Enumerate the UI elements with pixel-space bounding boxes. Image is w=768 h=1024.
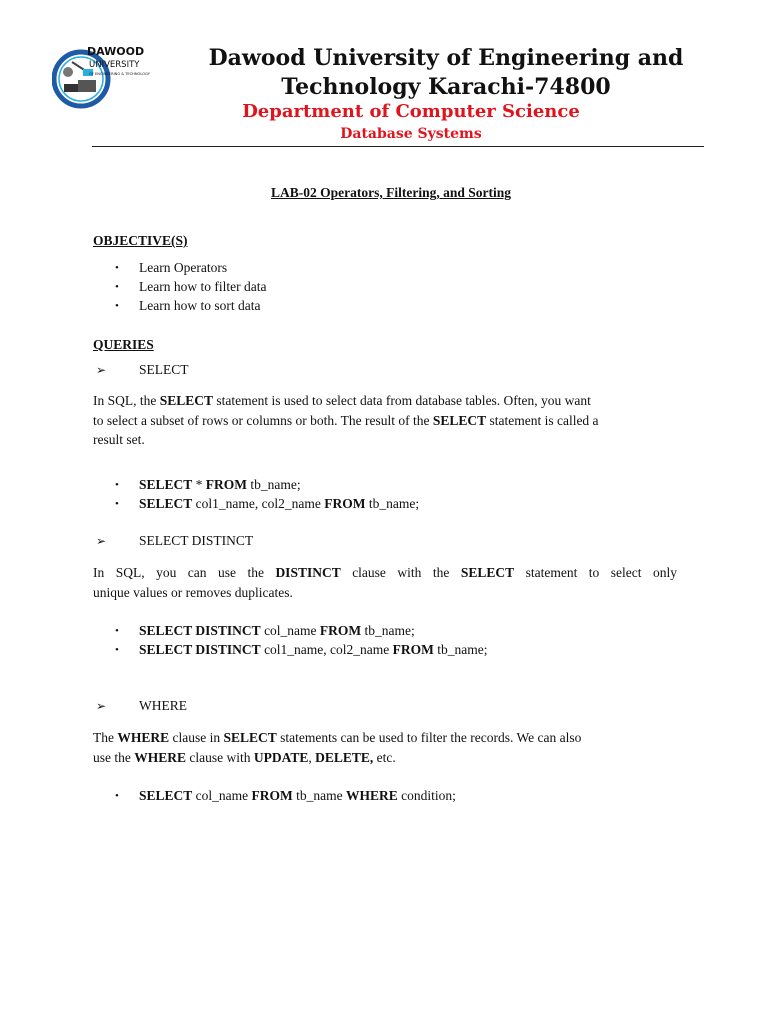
where-description xyxy=(93,728,677,767)
logo-text-dawood: DAWOOD xyxy=(87,45,145,58)
objective-text: Learn how to filter data xyxy=(139,279,267,294)
section-label: SELECT DISTINCT xyxy=(139,533,254,548)
logo-emblem-icon xyxy=(52,42,168,120)
bullet-icon: • xyxy=(115,790,119,802)
text-line: to select a subset of rows or columns or both. The result of the SELECT statement is called a xyxy=(93,412,599,428)
queries-heading: QUERIES xyxy=(93,337,154,352)
select-example: • SELECT * FROM tb_name; xyxy=(115,475,301,495)
header-divider xyxy=(92,146,704,147)
bullet-icon: • xyxy=(115,498,119,510)
where-example: • SELECT col_name FROM tb_name WHERE condition; xyxy=(115,786,456,806)
distinct-description xyxy=(93,563,677,602)
text-line: unique values or removes duplicates. xyxy=(93,584,293,600)
objective-text: Learn Operators xyxy=(139,260,228,275)
logo-text-university: UNIVERSITY xyxy=(89,60,140,70)
objective-item xyxy=(115,277,266,297)
section-label: SELECT xyxy=(139,362,189,377)
select-description xyxy=(93,391,677,450)
text-line: use the WHERE clause with UPDATE, DELETE, etc. xyxy=(93,749,396,765)
university-logo xyxy=(52,42,168,120)
bullet-icon: • xyxy=(115,479,119,491)
text-line: result set. xyxy=(93,432,145,447)
course-name: Database Systems xyxy=(340,126,482,142)
section-label: WHERE xyxy=(139,698,187,713)
section-where xyxy=(96,698,187,714)
distinct-example: • SELECT DISTINCT col_name FROM tb_name; xyxy=(115,621,415,641)
objective-item xyxy=(115,258,227,278)
distinct-example: • SELECT DISTINCT col1_name, col2_name FROM tb_name; xyxy=(115,640,488,660)
university-name-line1: Dawood University of Engineering and xyxy=(208,45,684,71)
logo-text-subtitle: OF ENGINEERING & TECHNOLOGY xyxy=(89,72,150,76)
bullet-icon: • xyxy=(115,625,119,637)
arrow-bullet-icon: ➢ xyxy=(96,363,107,377)
bullet-icon: • xyxy=(115,262,119,274)
objective-text: Learn how to sort data xyxy=(139,298,261,313)
lab-title: LAB-02 Operators, Filtering, and Sorting xyxy=(271,185,511,200)
objectives-heading: OBJECTIVE(S) xyxy=(93,233,188,248)
text-line: The WHERE clause in SELECT statements can be used to filter the records. We can also xyxy=(93,730,582,745)
bullet-icon: • xyxy=(115,644,119,656)
select-example: • SELECT col1_name, col2_name FROM tb_name; xyxy=(115,494,419,514)
department-name: Department of Computer Science xyxy=(242,101,580,122)
section-select xyxy=(96,362,189,378)
bullet-icon: • xyxy=(115,281,119,293)
text-line: In SQL, you can use the DISTINCT clause with the SELECT statement to select only xyxy=(93,565,677,580)
arrow-bullet-icon: ➢ xyxy=(96,699,107,713)
section-select-distinct xyxy=(96,533,253,549)
arrow-bullet-icon: ➢ xyxy=(96,534,107,548)
text-line: In SQL, the SELECT statement is used to select data from database tables. Often, you want xyxy=(93,393,591,408)
university-name xyxy=(206,44,686,102)
university-name-line2: Technology Karachi-74800 xyxy=(281,74,611,100)
objective-item xyxy=(115,296,260,316)
bullet-icon: • xyxy=(115,300,119,312)
